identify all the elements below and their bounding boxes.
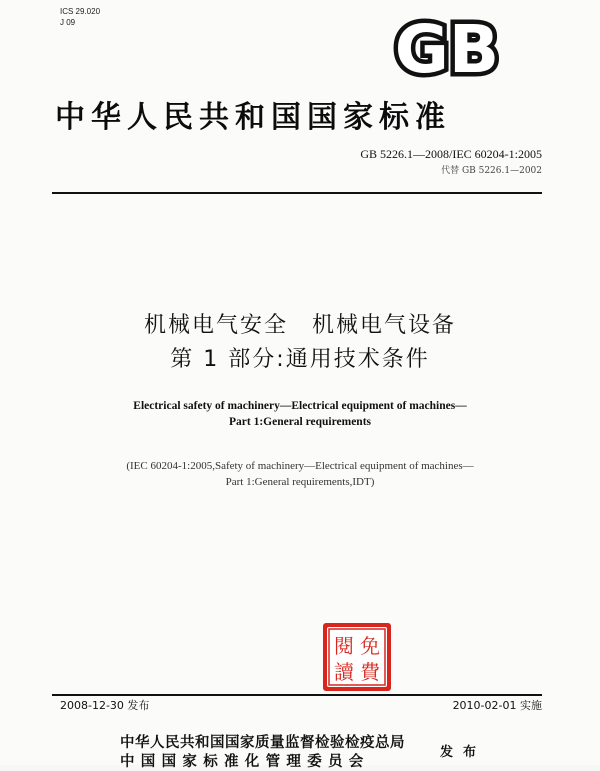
title-zh-line-1: 机械电气安全 机械电气设备 (143, 313, 456, 338)
issue-label: 发布 (440, 745, 487, 760)
seal-char-3: 讀 (334, 660, 354, 684)
ccs-code: J 09 (60, 18, 76, 27)
seal-char-2: 免 (360, 634, 380, 658)
implement-date: 2010-02-01 实施 (452, 699, 542, 712)
publisher-line-2: 中国国家标准化管理委员会 (120, 754, 370, 770)
release-date: 2008-12-30 发布 (60, 699, 150, 712)
classification-codes (60, 6, 100, 28)
replaces-note: 代替 GB 5226.1—2002 (441, 166, 542, 176)
publisher-line-1: 中华人民共和国国家质量监督检验检疫总局 (120, 735, 405, 751)
bottom-divider (52, 694, 542, 696)
gb-logo (388, 12, 506, 80)
iec-reference-line-1: (IEC 60204-1:2005,Safety of machinery—Electrical equipment of machines— (126, 460, 474, 472)
top-divider (52, 192, 542, 194)
seal-char-1: 閱 (334, 634, 354, 658)
seal-char-4: 費 (360, 660, 380, 684)
title-zh-line-2: 第 1 部分:通用技术条件 (170, 347, 430, 372)
ics-code: ICS 29.020 (60, 7, 101, 16)
gb-logo-text: GB (394, 12, 500, 80)
title-en-line-1: Electrical safety of machinery—Electrical equipment of machines— (133, 400, 467, 412)
standard-number: GB 5226.1—2008/IEC 60204-1:2005 (360, 147, 542, 161)
red-seal-stamp (323, 623, 391, 691)
title-en-line-2: Part 1:General requirements (228, 416, 371, 428)
standard-title: 中华人民共和国国家标准 (55, 100, 451, 135)
iec-reference-line-2: Part 1:General requirements,IDT) (225, 476, 375, 488)
